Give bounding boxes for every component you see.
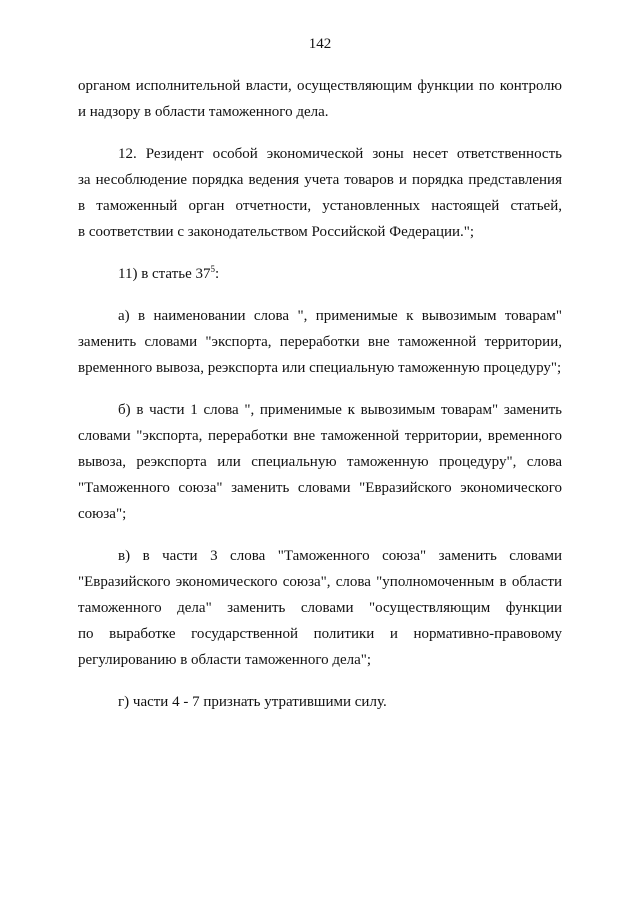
subitem-b-line: б) в части 1 слова ", применимые к вывозимым товарам" заменить bbox=[118, 402, 562, 418]
article-superscript: 5 bbox=[210, 264, 215, 274]
document-body bbox=[78, 73, 562, 715]
text-line: союза"; bbox=[78, 506, 127, 522]
text-line: вывоза, реэкспорта или специальную таможенную процедуру", слова bbox=[78, 454, 562, 470]
text-line: в соответствии с законодательством Российской Федерации."; bbox=[78, 224, 475, 240]
item-11-colon: : bbox=[215, 266, 220, 282]
text-line: "Евразийского экономического союза", слова "уполномоченным в области bbox=[78, 574, 562, 590]
subitem-v-line: в) в части 3 слова "Таможенного союза" заменить словами bbox=[118, 548, 562, 564]
text-line: органом исполнительной власти, осуществляющим функции по контролю bbox=[78, 78, 562, 94]
text-line: таможенного дела" заменить словами "осуществляющим функции bbox=[78, 600, 562, 616]
text-line: словами "экспорта, переработки вне таможенной территории, временного bbox=[78, 428, 562, 444]
subitem-g-line: г) части 4 - 7 признать утратившими силу. bbox=[118, 694, 387, 710]
text-line: "Таможенного союза" заменить словами "Евразийского экономического bbox=[78, 480, 562, 496]
page-number: 142 bbox=[308, 36, 332, 52]
text-line: заменить словами "экспорта, переработки вне таможенной территории, bbox=[78, 334, 562, 350]
item-11-text: 11) в статье 37 bbox=[118, 266, 211, 282]
paragraph-12-line: 12. Резидент особой экономической зоны несет ответственность bbox=[118, 146, 562, 162]
subitem-a-line: а) в наименовании слова ", применимые к вывозимым товарам" bbox=[118, 308, 562, 324]
text-line: регулированию в области таможенного дела"; bbox=[78, 652, 372, 668]
text-line: в таможенный орган отчетности, установленных настоящей статьей, bbox=[78, 198, 562, 214]
text-line: и надзору в области таможенного дела. bbox=[78, 104, 329, 120]
text-line: за несоблюдение порядка ведения учета товаров и порядка представления bbox=[78, 172, 562, 188]
text-line: временного вывоза, реэкспорта или специальную таможенную процедуру"; bbox=[78, 360, 562, 376]
item-11-heading bbox=[78, 261, 562, 287]
text-line: по выработке государственной политики и нормативно-правовому bbox=[78, 626, 562, 642]
